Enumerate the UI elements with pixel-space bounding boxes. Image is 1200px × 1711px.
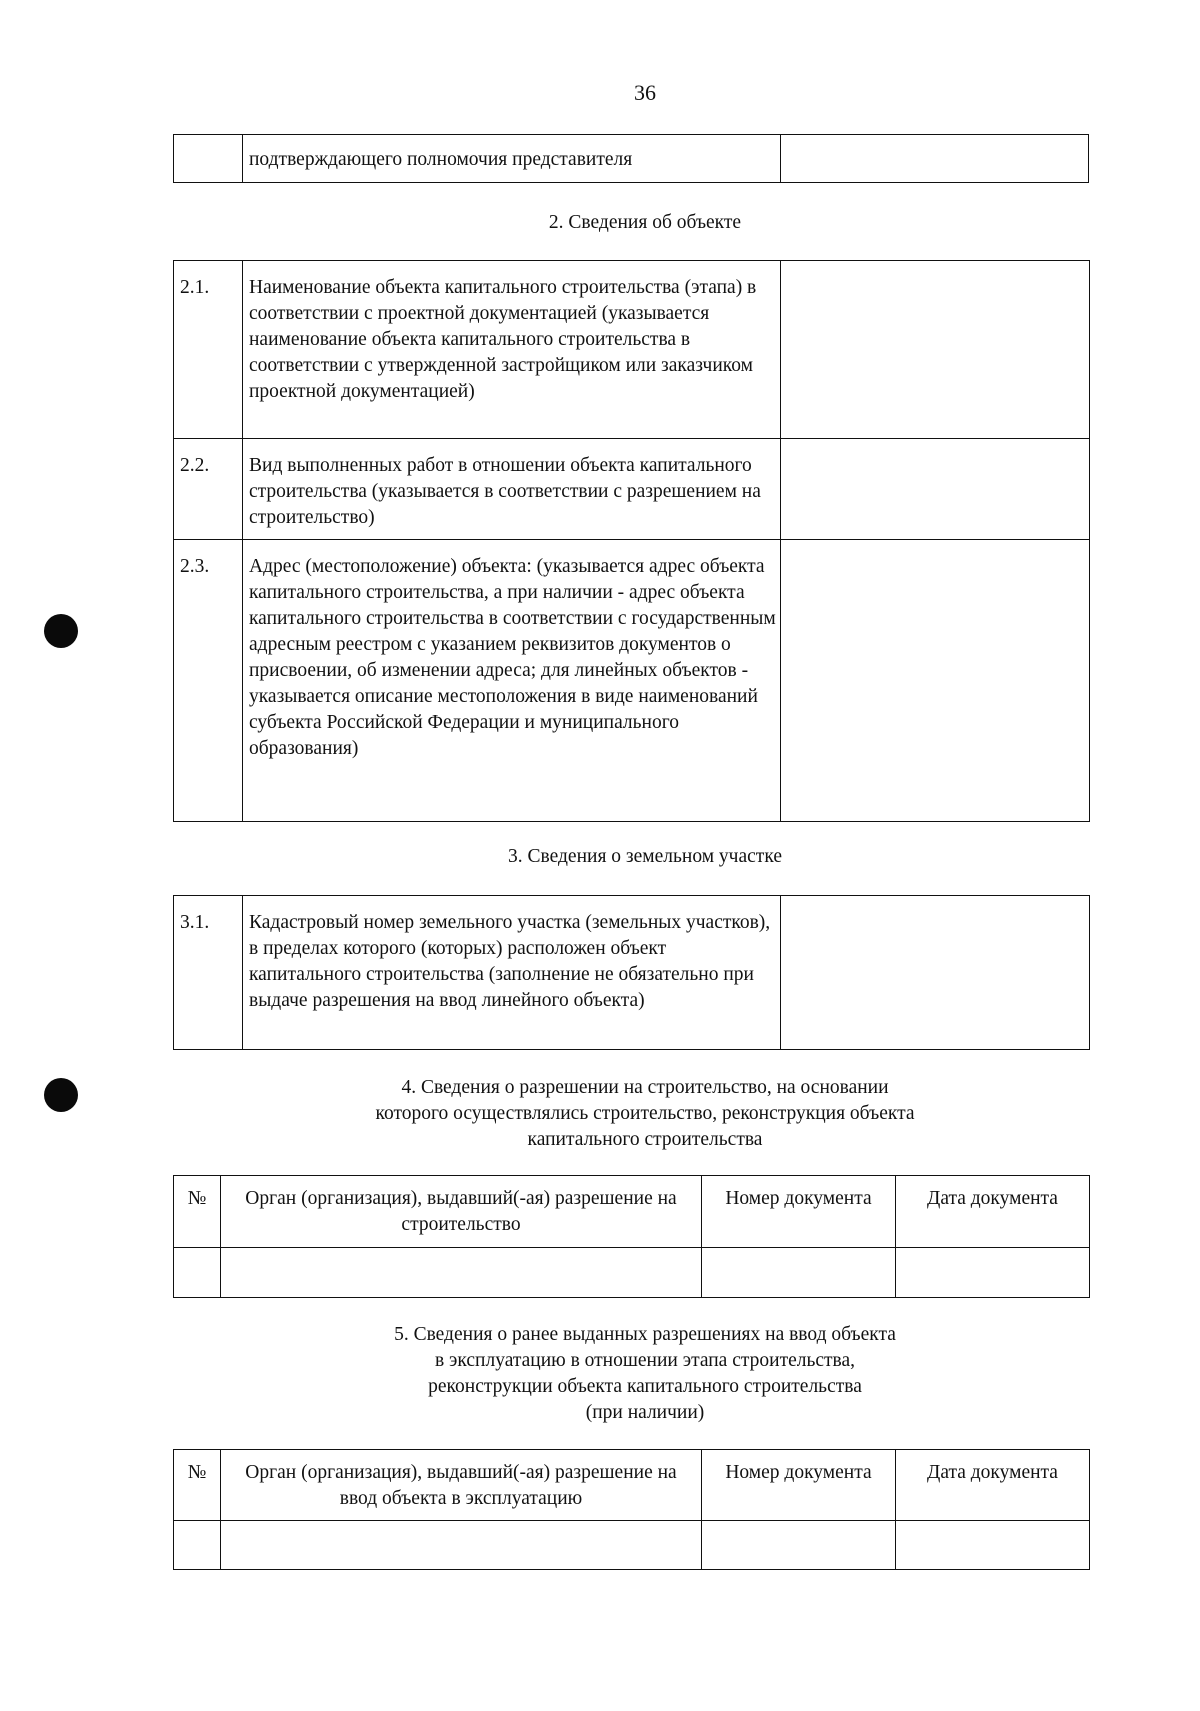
section-4-title-line: которого осуществлялись строительство, реконструкция объекта [375, 1103, 915, 1124]
table-row [174, 1248, 1090, 1298]
section-3-table [173, 895, 1090, 1050]
row-description: Кадастровый номер земельного участка (земельных участков), в пределах которого (которых) расположен объект капитального строительства (заполнение не обязательно при выдаче разрешения на ввод линейного объекта) [243, 896, 781, 1050]
column-header-number: № [174, 1450, 221, 1521]
section-5-title-line: (при наличии) [585, 1402, 705, 1423]
row-value-cell [781, 261, 1090, 439]
section-5-title-line: реконструкции объекта капитального строительства [428, 1376, 862, 1397]
row-value-cell [781, 439, 1090, 540]
table-row [174, 439, 1090, 540]
column-header-number: № [174, 1176, 221, 1248]
empty-cell [221, 1248, 702, 1298]
section-4-title-line: капитального строительства [527, 1129, 763, 1150]
binder-hole-mark [44, 614, 78, 648]
row-number: 3.1. [174, 896, 243, 1050]
row-description: Наименование объекта капитального строительства (этапа) в соответствии с проектной документацией (указывается наименование объекта капитального строительства в соответствии с утвержденной застройщиком или заказчиком проектной документацией) [243, 261, 781, 439]
table-row [174, 261, 1090, 439]
page-number: 36 [634, 80, 656, 105]
table-header-row [174, 1176, 1090, 1248]
column-header-document-number: Номер документа [702, 1450, 896, 1521]
table-row [174, 1521, 1090, 1570]
top-row-value-cell [781, 135, 1089, 183]
section-2-table [173, 260, 1090, 822]
section-4-table [173, 1175, 1090, 1298]
section-5-title-line: 5. Сведения о ранее выданных разрешениях на ввод объекта [394, 1324, 896, 1345]
column-header-organization: Орган (организация), выдавший(-ая) разрешение на строительство [221, 1176, 702, 1248]
section-3-title: 3. Сведения о земельном участке [508, 846, 782, 867]
section-4-title [0, 1075, 1200, 1153]
empty-cell [221, 1521, 702, 1570]
section-5-title [0, 1322, 1200, 1426]
top-row-text: подтверждающего полномочия представителя [243, 135, 781, 183]
top-row-num-cell [174, 135, 243, 183]
empty-cell [896, 1521, 1090, 1570]
column-header-document-date: Дата документа [896, 1450, 1090, 1521]
column-header-document-number: Номер документа [702, 1176, 896, 1248]
empty-cell [896, 1248, 1090, 1298]
row-value-cell [781, 896, 1090, 1050]
empty-cell [702, 1521, 896, 1570]
row-description: Вид выполненных работ в отношении объекта капитального строительства (указывается в соответствии с разрешением на строительство) [243, 439, 781, 540]
section-5-table [173, 1449, 1090, 1570]
section-5-title-line: в эксплуатацию в отношении этапа строительства, [434, 1350, 856, 1371]
row-number: 2.2. [174, 439, 243, 540]
table-row [174, 540, 1090, 822]
row-value-cell [781, 540, 1090, 822]
column-header-document-date: Дата документа [896, 1176, 1090, 1248]
row-number: 2.3. [174, 540, 243, 822]
row-description: Адрес (местоположение) объекта: (указывается адрес объекта капитального строительства, а при наличии - адрес объекта капитального строительства в соответствии с государственным адресным реестром с указанием реквизитов документов о присвоении, об изменении адреса; для линейных объектов - указывается описание местоположения в виде наименований субъекта Российской Федерации и муниципального образования) [243, 540, 781, 822]
empty-cell [174, 1521, 221, 1570]
column-header-organization: Орган (организация), выдавший(-ая) разрешение на ввод объекта в эксплуатацию [221, 1450, 702, 1521]
row-number: 2.1. [174, 261, 243, 439]
table-header-row [174, 1450, 1090, 1521]
empty-cell [174, 1248, 221, 1298]
binder-hole-mark [44, 1078, 78, 1112]
top-row-table [173, 134, 1089, 183]
section-4-title-line: 4. Сведения о разрешении на строительство, на основании [401, 1077, 889, 1098]
table-row [174, 896, 1090, 1050]
section-2-title: 2. Сведения об объекте [548, 212, 742, 233]
empty-cell [702, 1248, 896, 1298]
